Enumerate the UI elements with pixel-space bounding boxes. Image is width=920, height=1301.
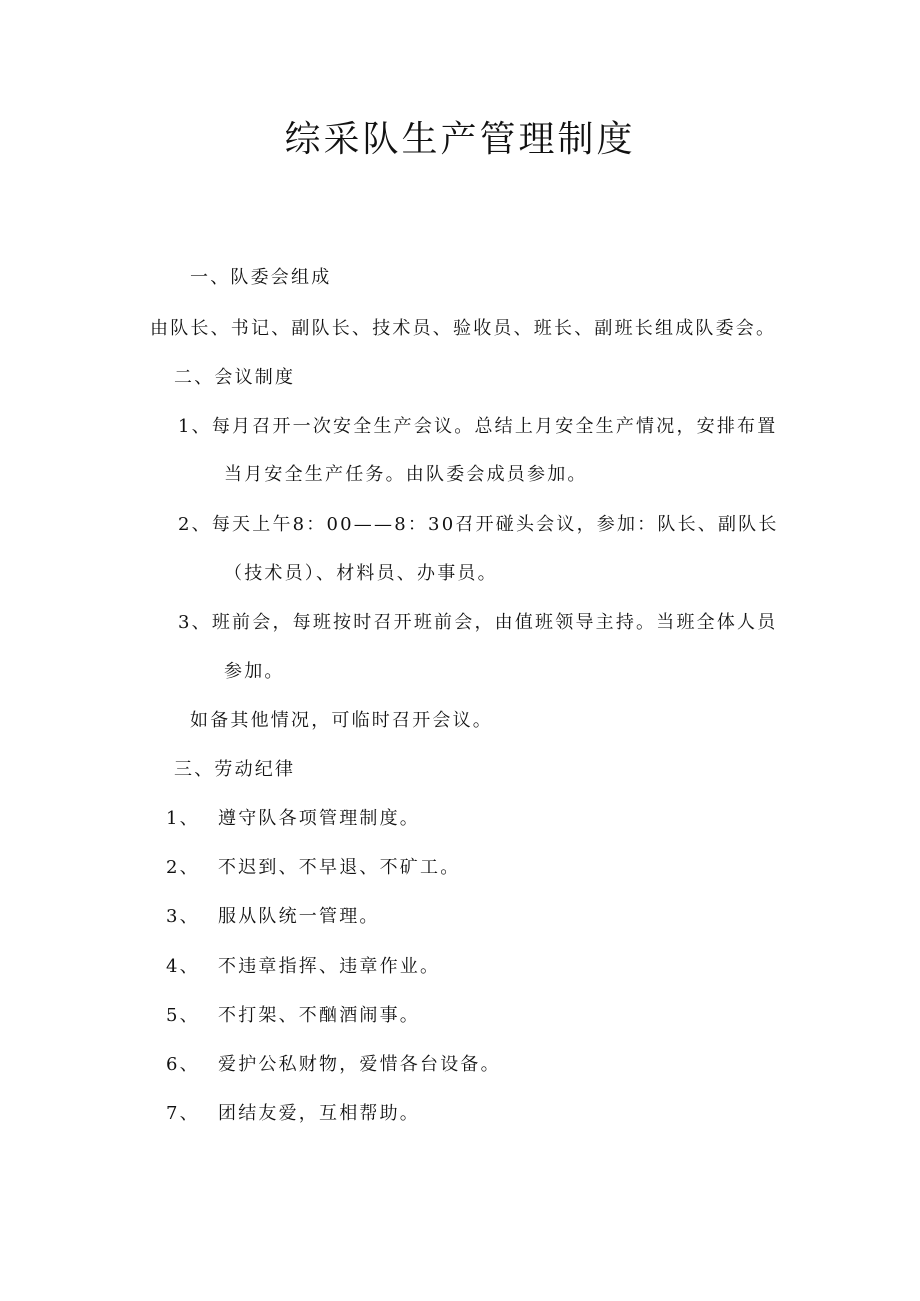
- list-item-text: 服从队统一管理。: [218, 906, 380, 927]
- section-2-item-1-line-1: 1、每月召开一次安全生产会议。总结上月安全生产情况，安排布置: [178, 416, 778, 437]
- list-item-number: 4、: [166, 956, 200, 977]
- list-item: [166, 953, 440, 981]
- document-title: 综采队生产管理制度: [284, 119, 636, 160]
- section-2-item-1-line-2: 当月安全生产任务。由队委会成员参加。: [224, 464, 588, 485]
- list-item-text: 不打架、不酗酒闹事。: [218, 1005, 420, 1026]
- list-item: [166, 1002, 420, 1030]
- section-2-item-3-line-2: 参加。: [224, 661, 285, 682]
- list-item: [166, 903, 380, 931]
- list-item-number: 7、: [166, 1103, 200, 1124]
- section-2-note: 如备其他情况，可临时召开会议。: [190, 710, 493, 731]
- section-2-heading: 二、会议制度: [174, 367, 296, 388]
- section-3-heading: 三、劳动纪律: [174, 759, 296, 780]
- list-item-text: 不迟到、不早退、不矿工。: [218, 857, 461, 878]
- list-item: [166, 1100, 420, 1128]
- list-item-text: 团结友爱，互相帮助。: [218, 1103, 420, 1124]
- list-item: [166, 854, 460, 882]
- list-item-number: 3、: [166, 906, 200, 927]
- list-item-text: 遵守队各项管理制度。: [218, 808, 420, 829]
- list-item: [166, 1051, 501, 1079]
- list-item-number: 6、: [166, 1054, 200, 1075]
- list-item-number: 1、: [166, 808, 200, 829]
- section-2-item-3-line-1: 3、班前会，每班按时召开班前会，由值班领导主持。当班全体人员: [178, 612, 778, 633]
- section-1-heading: 一、队委会组成: [190, 267, 332, 288]
- section-2-item-2-line-2: （技术员）、材料员、办事员。: [224, 563, 498, 584]
- list-item-number: 5、: [166, 1005, 200, 1026]
- list-item: [166, 805, 420, 833]
- list-item-text: 爱护公私财物，爱惜各台设备。: [218, 1054, 501, 1075]
- list-item-number: 2、: [166, 857, 200, 878]
- list-item-text: 不违章指挥、违章作业。: [218, 956, 441, 977]
- section-2-item-2-line-1: 2、每天上午8：00——8：30召开碰头会议，参加：队长、副队长: [178, 514, 779, 535]
- section-1-body: 由队长、书记、副队长、技术员、验收员、班长、副班长组成队委会。: [150, 318, 777, 339]
